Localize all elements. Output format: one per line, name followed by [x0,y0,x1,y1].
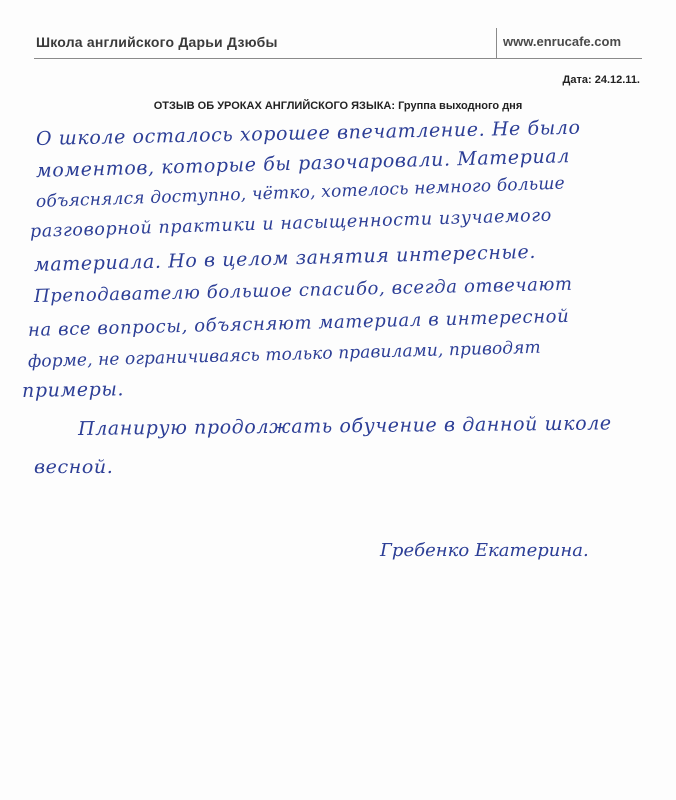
handwritten-line: О школе осталось хорошее впечатление. Не было [35,116,581,150]
header-rule [34,58,642,59]
handwritten-line: объяснялся доступно, чётко, хотелось немного больше [35,173,566,212]
document-title: ОТЗЫВ ОБ УРОКАХ АНГЛИЙСКОГО ЯЗЫКА: Группа выходного дня [153,100,523,112]
handwritten-line: Преподавателю большое спасибо, всегда отвечают [33,273,573,307]
handwritten-line: Планирую продолжать обучение в данной школе [77,412,612,440]
signature-text: Гребенко Екатерина. [380,540,589,561]
school-name: Школа английского Дарьи Дзюбы [36,34,278,50]
handwritten-line: на все вопросы, объясняют материал в интересной [27,305,570,341]
handwritten-line: материала. Но в целом занятия интересные. [33,240,537,276]
handwritten-line: разговорной практики и насыщенности изучаемого [29,205,553,242]
handwritten-line: примеры. [21,378,125,402]
signature [378,530,638,570]
site-url: www.enrucafe.com [503,34,621,49]
handwritten-line: форме, не ограничиваясь только правилами, приводят [27,337,542,372]
handwritten-line: весной. [34,456,114,478]
date-line: Дата: 24.12.11. [562,74,640,86]
handwritten-line: моментов, которые бы разочаровали. Материал [35,145,571,182]
header-divider [496,28,497,58]
